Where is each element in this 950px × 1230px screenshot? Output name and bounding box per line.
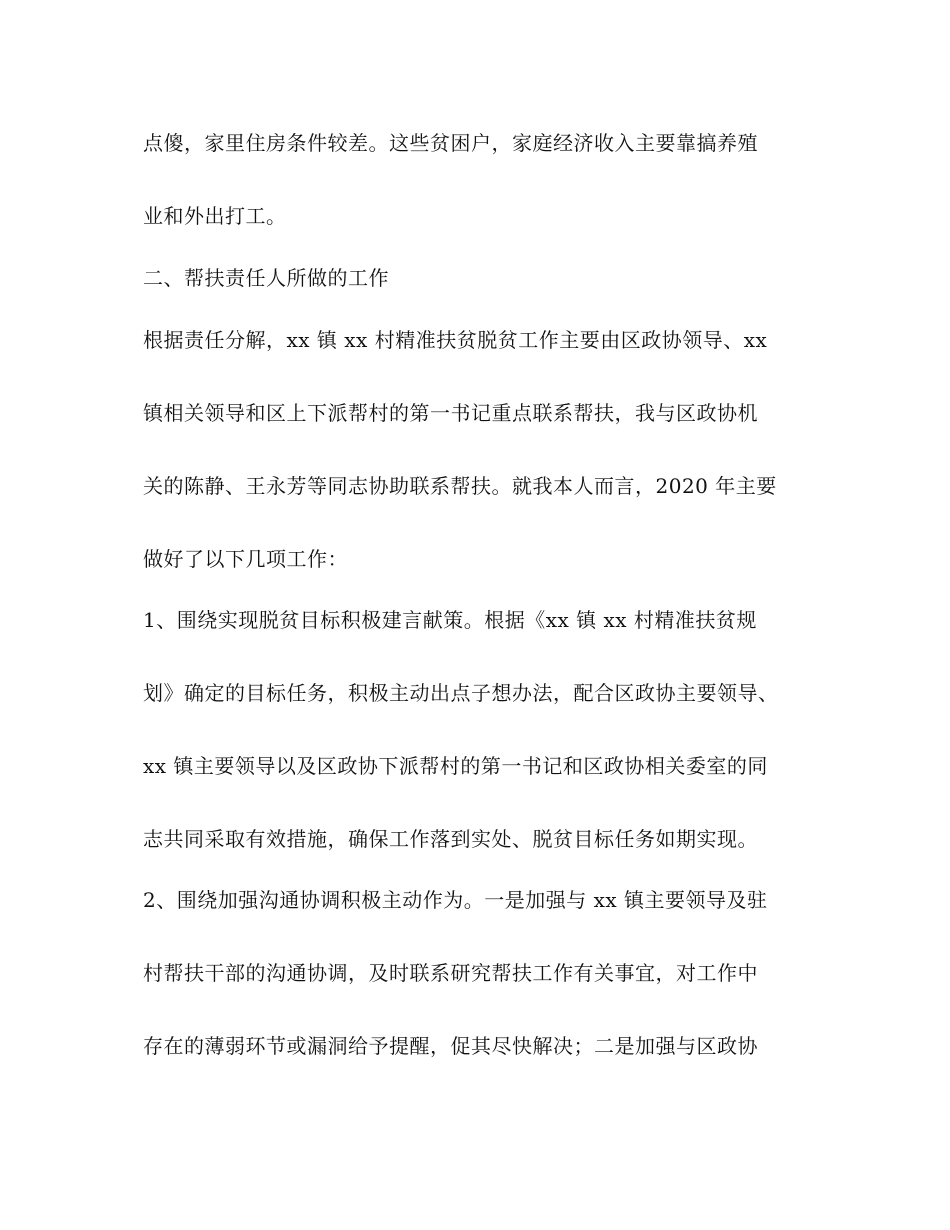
text-line: 志共同采取有效措施，确保工作落到实处、脱贫目标任务如期实现。 [143, 827, 758, 851]
text-line: 划》确定的目标任务，积极主动出点子想办法，配合区政协主要领导、 [143, 681, 779, 705]
text-line: 2、围绕加强沟通协调积极主动作为。一是加强与 xx 镇主要领导及驻 [143, 888, 768, 912]
text-line: 根据责任分解，xx 镇 xx 村精准扶贫脱贫工作主要由区政协领导、xx [143, 328, 768, 352]
text-line: 点傻，家里住房条件较差。这些贫困户，家庭经济收入主要靠搞养殖 [143, 131, 758, 155]
text-line: 存在的薄弱环节或漏洞给予提醒，促其尽快解决；二是加强与区政协 [143, 1034, 758, 1058]
text-line: 1、围绕实现脱贫目标积极建言献策。根据《xx 镇 xx 村精准扶贫规 [143, 608, 757, 632]
text-line: 镇相关领导和区上下派帮村的第一书记重点联系帮扶，我与区政协机 [143, 401, 758, 425]
text-line: 村帮扶干部的沟通协调，及时联系研究帮扶工作有关事宜，对工作中 [143, 961, 758, 985]
text-line: 做好了以下几项工作： [143, 547, 348, 571]
text-line: 业和外出打工。 [143, 204, 287, 228]
section-heading: 二、帮扶责任人所做的工作 [143, 266, 389, 290]
text-line: 关的陈静、王永芳等同志协助联系帮扶。就我本人而言，2020 年主要 [143, 474, 777, 498]
text-line: xx 镇主要领导以及区政协下派帮村的第一书记和区政协相关委室的同 [143, 754, 768, 778]
